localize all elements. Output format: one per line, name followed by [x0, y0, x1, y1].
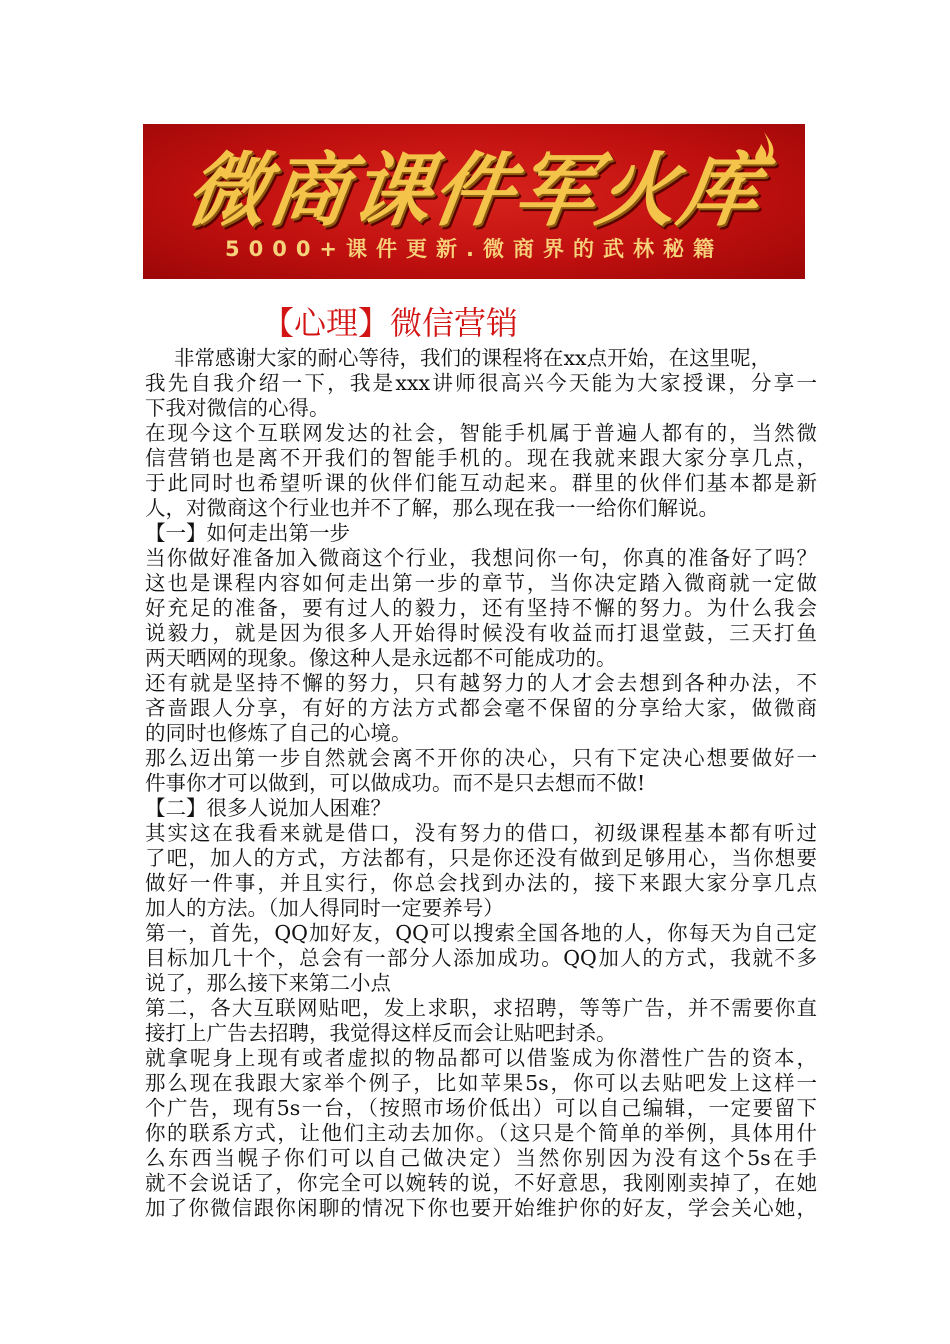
banner-title: 微商课件军火库: [180, 144, 768, 237]
text-line: 加人的方法。（加人得同时一定要养号）: [145, 896, 504, 920]
text-line: 第二，各大互联网贴吧，发上求职，求招聘，等等广告，并不需要你直: [145, 996, 817, 1020]
text-line: 非常感谢大家的耐心等待，我们的课程将在xx点开始，在这里呢，: [174, 346, 772, 370]
text-line: 【二】很多人说加人困难？: [145, 796, 391, 820]
text-line: 说了，那么接下来第二小点: [145, 971, 391, 995]
text-line: 那么迈出第一步自然就会离不开你的决心，只有下定决心想要做好一: [145, 746, 817, 770]
banner-subtitle: 5000+课件更新.微商界的武林秘籍: [224, 237, 724, 261]
text-line: 接打上广告去招聘，我觉得这样反而会让贴吧封杀。: [145, 1021, 617, 1045]
text-line: 了吧，加人的方式，方法都有，只是你还没有做到足够用心，当你想要: [145, 846, 817, 870]
text-line: 信营销也是离不开我们的智能手机的。现在我就来跟大家分享几点，: [145, 446, 817, 470]
text-line: 做好一件事，并且实行，你总会找到办法的，接下来跟大家分享几点: [145, 871, 817, 895]
text-line: 这也是课程内容如何走出第一步的章节，当你决定踏入微商就一定做: [145, 571, 817, 595]
text-line: 好充足的准备，要有过人的毅力，还有坚持不懈的努力。为什么我会: [145, 596, 817, 620]
text-line: 目标加几十个，总会有一部分人添加成功。QQ加人的方式，我就不多: [145, 946, 817, 970]
text-line: 在现今这个互联网发达的社会，智能手机属于普遍人都有的，当然微: [145, 421, 817, 445]
banner-image: [143, 124, 805, 279]
text-line: 加了你微信跟你闲聊的情况下你也要开始维护你的好友，学会关心她，: [145, 1196, 817, 1220]
text-line: 第一，首先，QQ加好友，QQ可以搜索全国各地的人，你每天为自己定: [145, 921, 817, 945]
text-line: 【一】如何走出第一步: [145, 521, 350, 545]
document-title: 【心理】微信营销: [262, 304, 519, 342]
text-line: 人，对微商这个行业也并不了解，那么现在我一一给你们解说。: [145, 496, 719, 520]
text-line: 其实这在我看来就是借口，没有努力的借口，初级课程基本都有听过: [145, 821, 817, 845]
text-line: 吝啬跟人分享，有好的方法方式都会毫不保留的分享给大家，做微商: [145, 696, 817, 720]
text-line: 当你做好准备加入微商这个行业，我想问你一句，你真的准备好了吗？: [145, 546, 817, 570]
text-line: 下我对微信的心得。: [145, 396, 330, 420]
text-line: 我先自我介绍一下，我是xxx讲师很高兴今天能为大家授课，分享一: [145, 371, 817, 395]
text-line: 件事你才可以做到，可以做成功。而不是只去想而不做!: [145, 771, 646, 795]
text-line: 说毅力，就是因为很多人开始得时候没有收益而打退堂鼓，三天打鱼: [145, 621, 817, 645]
text-line: 于此同时也希望听课的伙伴们能互动起来。群里的伙伴们基本都是新: [145, 471, 817, 495]
document-body: [145, 346, 817, 1221]
text-line: 就不会说话了，你完全可以婉转的说，不好意思，我刚刚卖掉了，在她: [145, 1171, 817, 1195]
text-line: 两天晒网的现象。像这种人是永远都不可能成功的。: [145, 646, 617, 670]
text-line: 么东西当幌子你们可以自己做决定）当然你别因为没有这个5s在手: [145, 1146, 817, 1170]
text-line: 你的联系方式，让他们主动去加你。（这只是个简单的举例，具体用什: [145, 1121, 817, 1145]
text-line: 那么现在我跟大家举个例子，比如苹果5s，你可以去贴吧发上这样一: [145, 1071, 817, 1095]
text-line: 还有就是坚持不懈的努力，只有越努力的人才会去想到各种办法，不: [145, 671, 817, 695]
text-line: 个广告，现有5s一台，（按照市场价低出）可以自己编辑，一定要留下: [145, 1096, 817, 1120]
text-line: 就拿呢身上现有或者虚拟的物品都可以借鉴成为你潜性广告的资本，: [145, 1046, 817, 1070]
text-line: 的同时也修炼了自己的心境。: [145, 721, 412, 745]
